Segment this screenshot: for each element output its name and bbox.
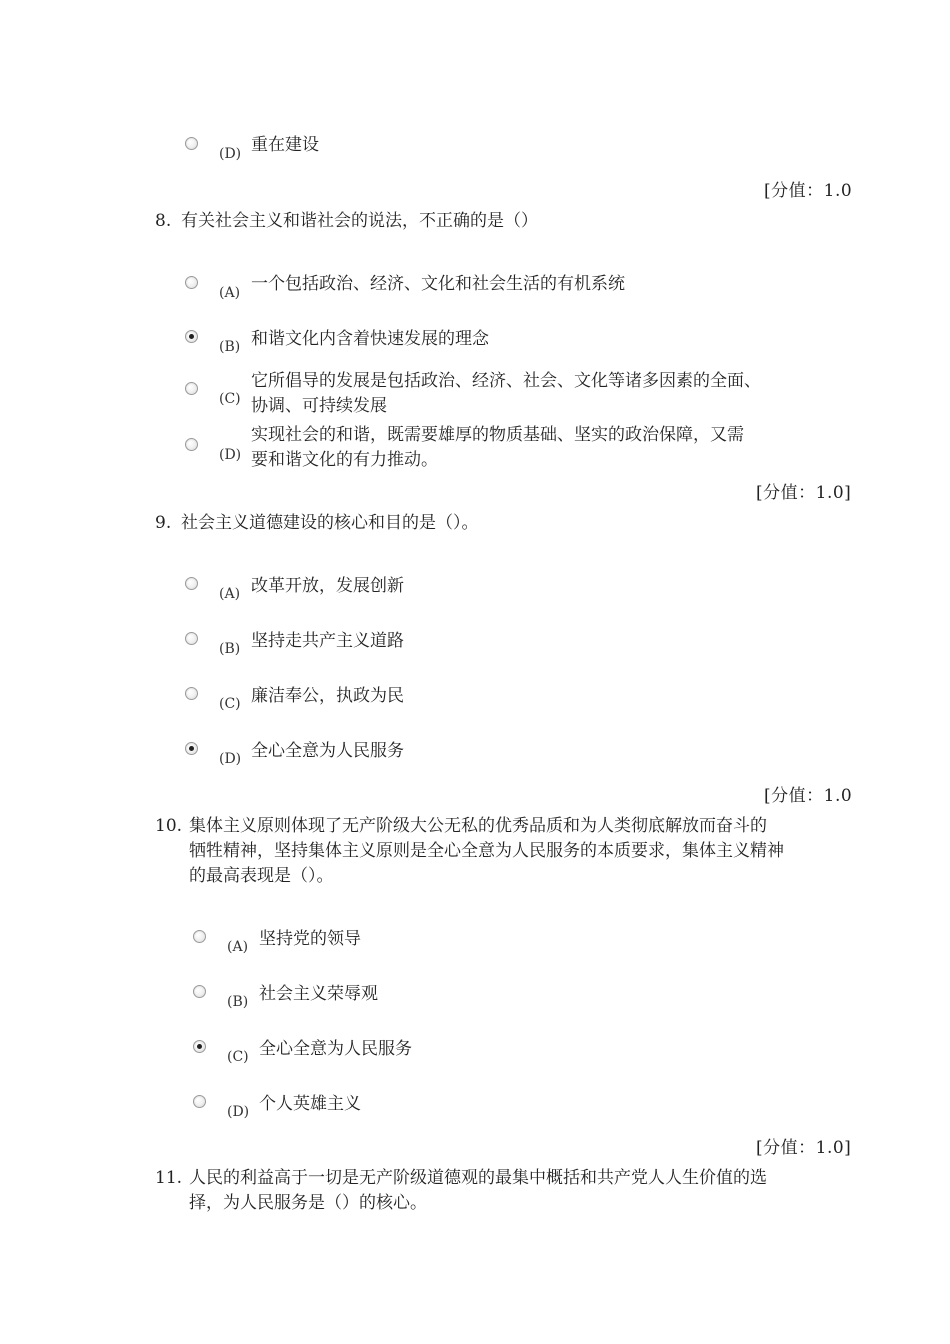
score-label: [分值：1.0 bbox=[764, 181, 853, 201]
option-radio[interactable] bbox=[185, 577, 198, 590]
question-stem: 社会主义道德建设的核心和目的是（）。 bbox=[181, 513, 479, 533]
option-text: 坚持走共产主义道路 bbox=[251, 631, 404, 651]
score-label: [分值：1.0] bbox=[756, 483, 852, 503]
question-number: 10. bbox=[155, 816, 183, 836]
option-radio[interactable] bbox=[185, 687, 198, 700]
option-letter: (B) bbox=[219, 339, 241, 355]
option-text-line1: 实现社会的和谐，既需要雄厚的物质基础、坚实的政治保障，又需 bbox=[251, 425, 744, 445]
option-letter: (A) bbox=[219, 285, 241, 301]
question-stem-line2: 牺牲精神，坚持集体主义原则是全心全意为人民服务的本质要求，集体主义精神 bbox=[189, 841, 784, 861]
option-letter: (D) bbox=[219, 447, 242, 463]
option-radio[interactable] bbox=[193, 1095, 206, 1108]
option-text: 坚持党的领导 bbox=[259, 929, 361, 949]
option-letter: (C) bbox=[219, 391, 241, 407]
score-label: [分值：1.0] bbox=[756, 1138, 852, 1158]
option-text: 社会主义荣辱观 bbox=[259, 984, 378, 1004]
option-radio[interactable] bbox=[185, 137, 198, 150]
option-letter: (B) bbox=[227, 994, 249, 1010]
option-radio[interactable] bbox=[185, 276, 198, 289]
question-stem-line2: 择，为人民服务是（）的核心。 bbox=[189, 1193, 427, 1213]
option-text: 全心全意为人民服务 bbox=[251, 741, 404, 761]
option-text: 改革开放，发展创新 bbox=[251, 576, 404, 596]
option-letter: (C) bbox=[219, 696, 241, 712]
option-text-line2: 要和谐文化的有力推动。 bbox=[251, 450, 438, 470]
option-letter: (D) bbox=[219, 751, 242, 767]
option-text-line1: 它所倡导的发展是包括政治、经济、社会、文化等诸多因素的全面、 bbox=[251, 371, 761, 391]
question-stem-line3: 的最高表现是（）。 bbox=[189, 866, 334, 886]
question-number: 11. bbox=[155, 1168, 183, 1188]
option-radio[interactable] bbox=[185, 632, 198, 645]
option-text: 全心全意为人民服务 bbox=[259, 1039, 412, 1059]
option-radio-selected[interactable] bbox=[185, 742, 198, 755]
option-radio[interactable] bbox=[185, 382, 198, 395]
score-label: [分值：1.0 bbox=[764, 786, 853, 806]
option-radio[interactable] bbox=[185, 438, 198, 451]
option-letter: (C) bbox=[227, 1049, 249, 1065]
option-text: 个人英雄主义 bbox=[259, 1094, 361, 1114]
option-radio[interactable] bbox=[193, 930, 206, 943]
option-letter: (A) bbox=[219, 586, 241, 602]
option-text: 一个包括政治、经济、文化和社会生活的有机系统 bbox=[251, 274, 625, 294]
option-letter: (D) bbox=[219, 146, 242, 162]
question-stem: 有关社会主义和谐社会的说法，不正确的是（） bbox=[181, 211, 538, 231]
option-radio[interactable] bbox=[193, 985, 206, 998]
option-radio-selected[interactable] bbox=[193, 1040, 206, 1053]
option-letter: (B) bbox=[219, 641, 241, 657]
option-letter: (D) bbox=[227, 1104, 250, 1120]
option-radio-selected[interactable] bbox=[185, 330, 198, 343]
option-text: 廉洁奉公，执政为民 bbox=[251, 686, 404, 706]
option-text: 重在建设 bbox=[251, 135, 319, 155]
question-number: 8. bbox=[155, 211, 172, 231]
question-stem-line1: 人民的利益高于一切是无产阶级道德观的最集中概括和共产党人人生价值的选 bbox=[189, 1168, 767, 1188]
option-letter: (A) bbox=[227, 939, 249, 955]
option-text: 和谐文化内含着快速发展的理念 bbox=[251, 329, 489, 349]
question-number: 9. bbox=[155, 513, 172, 533]
option-text-line2: 协调、可持续发展 bbox=[251, 396, 387, 416]
question-stem-line1: 集体主义原则体现了无产阶级大公无私的优秀品质和为人类彻底解放而奋斗的 bbox=[189, 816, 767, 836]
